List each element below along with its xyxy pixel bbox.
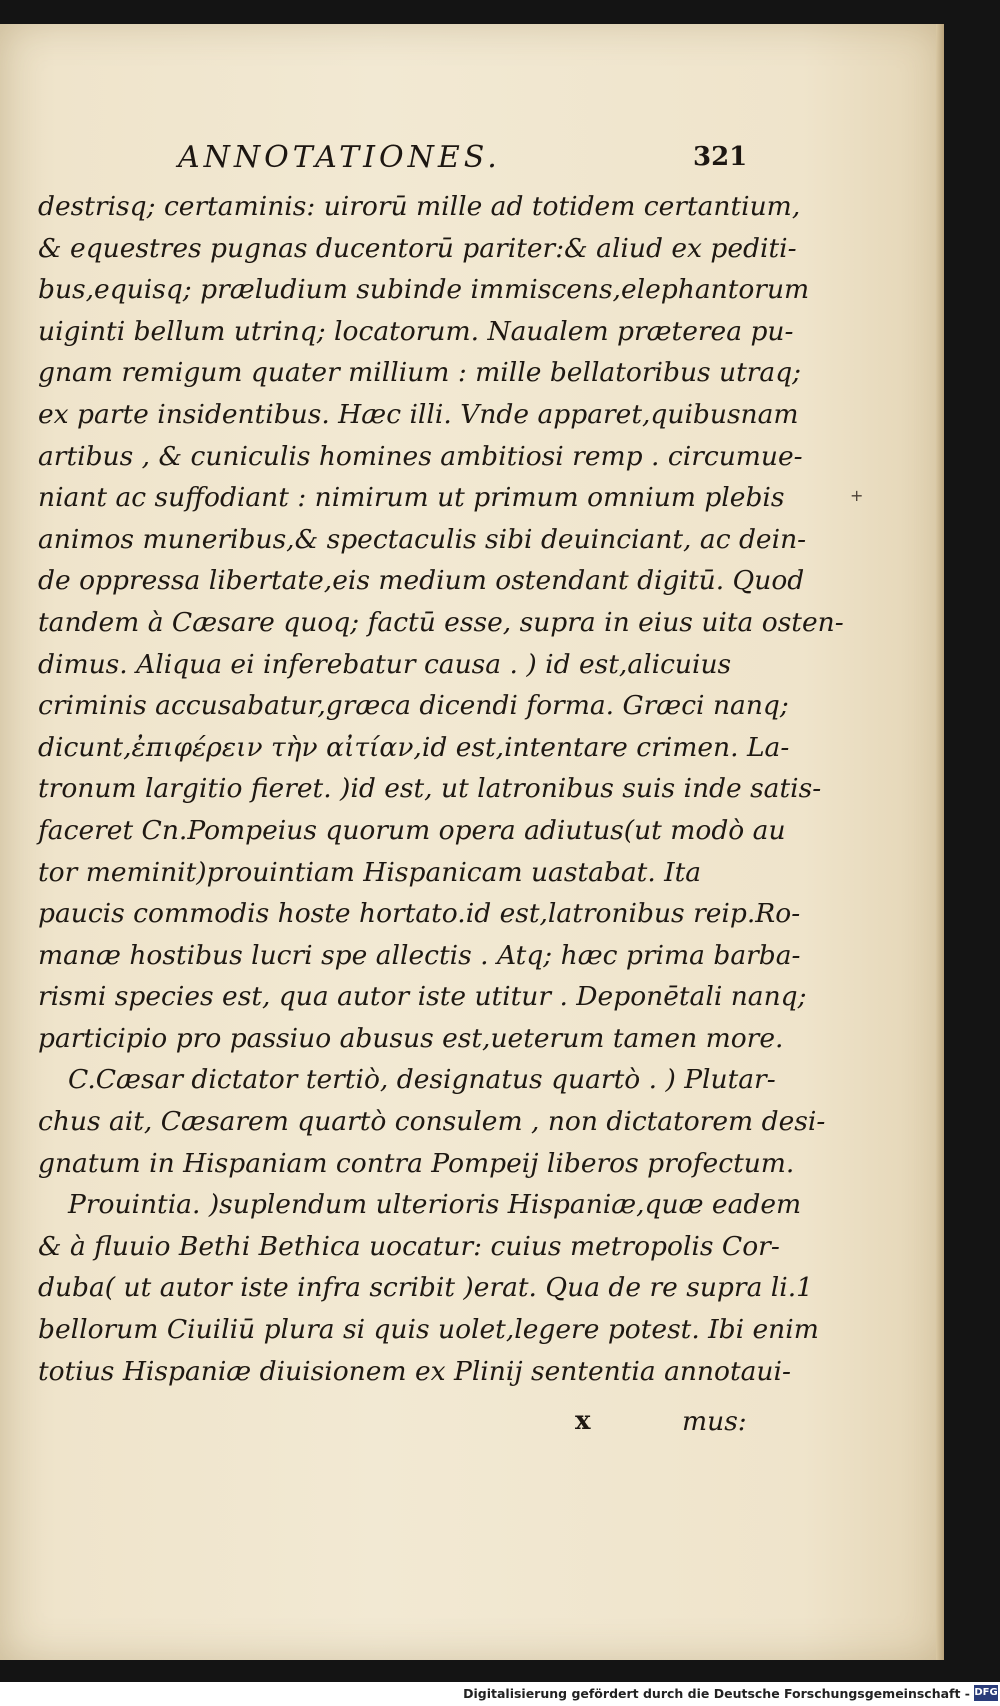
page-footer <box>0 1406 944 1446</box>
text-line: ex parte insidentibus. Hæc illi. Vnde apparet,quibusnam <box>38 398 799 430</box>
signature-mark: x <box>575 1406 591 1436</box>
text-line: dimus. Aliqua ei inferebatur causa . ) id est,alicuius <box>38 648 732 680</box>
page-header <box>0 140 944 180</box>
page-number: 321 <box>693 142 748 172</box>
running-title: ANNOTATIONES. <box>178 140 501 175</box>
text-line: C.Cæsar dictator tertiò, designatus quartò . ) Plutar- <box>68 1064 776 1096</box>
text-line: niant ac suffodiant : nimirum ut primum omnium plebis <box>38 482 785 514</box>
text-line: participio pro passiuo abusus est,ueterum tamen more. <box>38 1022 784 1054</box>
text-line: gnam remigum quater millium : mille bellatoribus utraq; <box>38 357 802 389</box>
text-line: gnatum in Hispaniam contra Pompeij liberos profectum. <box>38 1147 795 1179</box>
page-edge <box>936 24 944 1660</box>
margin-mark: + <box>850 486 864 505</box>
text-line: tandem à Cæsare quoq; factū esse, supra in eius uita osten- <box>38 606 844 638</box>
text-line: rismi species est, qua autor iste utitur . Deponētali nanq; <box>38 981 807 1013</box>
text-line: faceret Cn.Pompeius quorum opera adiutus(ut modò au <box>38 814 786 846</box>
text-line: destrisq; certaminis: uirorū mille ad totidem certantium, <box>38 191 801 222</box>
text-line: bus,equisq; præludium subinde immiscens,elephantorum <box>38 274 810 306</box>
dfg-logo: DFG <box>974 1685 998 1701</box>
text-line: bellorum Ciuiliū plura si quis uolet,legere potest. Ibi enim <box>38 1314 819 1346</box>
text-line: paucis commodis hoste hortato.id est,latronibus reip.Ro- <box>38 898 801 930</box>
credit-text: Digitalisierung gefördert durch die Deutsche Forschungsgemeinschaft - <box>463 1686 970 1701</box>
text-line: artibus , & cuniculis homines ambitiosi remp . circumue- <box>38 440 803 472</box>
text-line: Prouintia. )suplendum ulterioris Hispaniæ,quæ eadem <box>68 1189 802 1221</box>
credit-bar <box>0 1682 1000 1706</box>
text-line: dicunt,ἐπιφέρειν τὴν αἰτίαν,id est,intentare crimen. La- <box>38 731 790 763</box>
book-page <box>0 24 944 1660</box>
text-line: & à fluuio Bethi Bethica uocatur: cuius metropolis Cor- <box>38 1230 780 1262</box>
catchword: mus: <box>682 1406 747 1437</box>
body-text <box>38 186 844 1392</box>
text-line: manæ hostibus lucri spe allectis . Atq; hæc prima barba- <box>38 939 801 971</box>
text-line: duba( ut autor iste infra scribit )erat. Qua de re supra li.1 <box>38 1272 814 1304</box>
text-line: chus ait, Cæsarem quartò consulem , non dictatorem desi- <box>38 1106 826 1138</box>
text-line: totius Hispaniæ diuisionem ex Plinij sententia annotaui- <box>38 1355 791 1387</box>
text-line: & equestres pugnas ducentorū pariter:& aliud ex pediti- <box>38 232 797 264</box>
text-line: tronum largitio fieret. )id est, ut latronibus suis inde satis- <box>38 773 822 805</box>
text-line: criminis accusabatur,græca dicendi forma. Græci nanq; <box>38 690 789 722</box>
text-line: tor meminit)prouintiam Hispanicam uastabat. Ita <box>38 856 702 888</box>
text-line: uiginti bellum utrinq; locatorum. Naualem præterea pu- <box>38 315 794 347</box>
text-line: animos muneribus,& spectaculis sibi deuinciant, ac dein- <box>38 523 807 555</box>
text-line: de oppressa libertate,eis medium ostendant digitū. Quod <box>38 565 805 597</box>
